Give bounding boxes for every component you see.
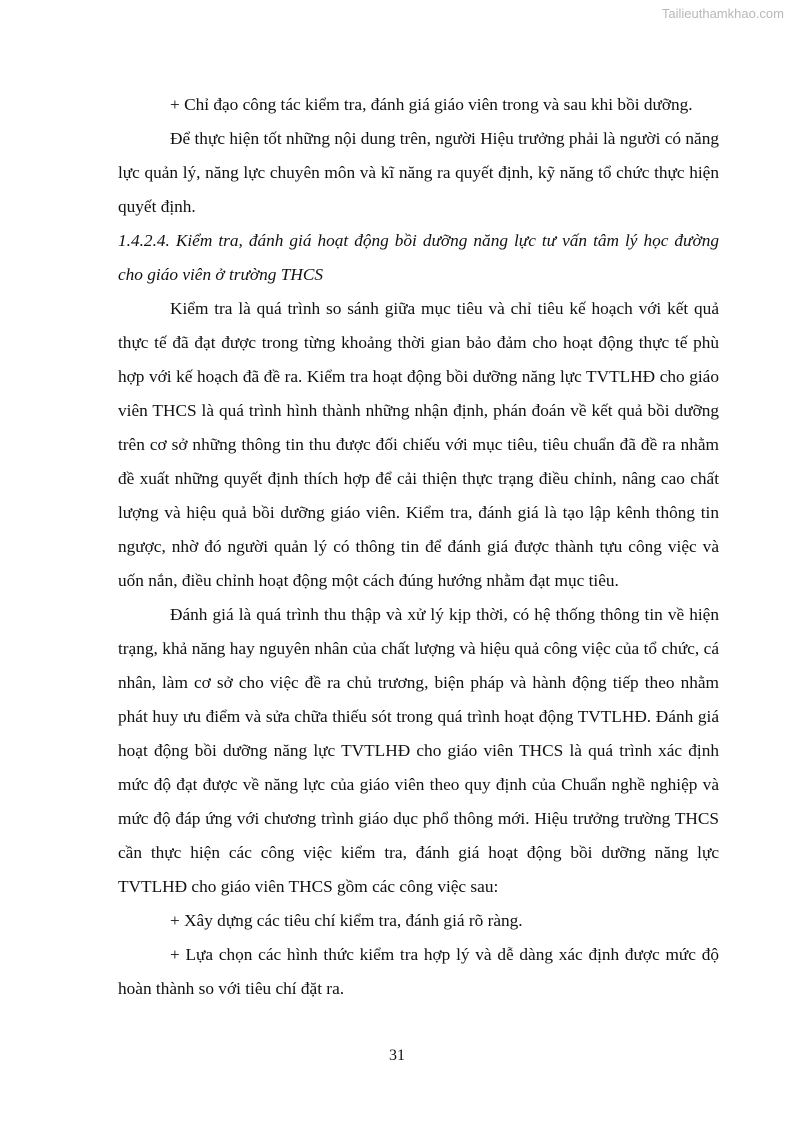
- paragraph-inspection-definition: Kiểm tra là quá trình so sánh giữa mục tiêu và chỉ tiêu kế hoạch với kết quả thực tế đã đạt được trong từng khoảng thời gian bảo đảm cho hoạt động thực tế phù hợp với kế hoạch đã đề ra. Kiểm tra hoạt động bồi dưỡng năng lực TVTLHĐ cho giáo viên THCS là quá trình hình thành những nhận định, phán đoán về kết quả bồi dưỡng trên cơ sở những thông tin thu được đối chiếu với mục tiêu, tiêu chuẩn đã đề ra nhằm đề xuất những quyết định thích hợp để cải thiện thực trạng điều chỉnh, nâng cao chất lượng và hiệu quả bồi dưỡng giáo viên. Kiểm tra, đánh giá là tạo lập kênh thông tin ngược, nhờ đó người quản lý có thông tin để đánh giá được thành tựu công việc và uốn nắn, điều chỉnh hoạt động một cách đúng hướng nhằm đạt mục tiêu.: [118, 299, 719, 590]
- paragraph-principal-competence: Để thực hiện tốt những nội dung trên, người Hiệu trưởng phải là người có năng lực quản lý, năng lực chuyên môn và kĩ năng ra quyết định, kỹ năng tổ chức thực hiện quyết định.: [118, 129, 719, 216]
- bullet-select-forms: + Lựa chọn các hình thức kiểm tra hợp lý và dễ dàng xác định được mức độ hoàn thành so với tiêu chí đặt ra.: [118, 945, 719, 998]
- paragraph-evaluation-definition: Đánh giá là quá trình thu thập và xử lý kịp thời, có hệ thống thông tin về hiện trạng, khả năng hay nguyên nhân của chất lượng và hiệu quả công việc của tổ chức, cá nhân, làm cơ sở cho việc đề ra chủ trương, biện pháp và hành động tiếp theo nhằm phát huy ưu điểm và sửa chữa thiếu sót trong quá trình hoạt động TVTLHĐ. Đánh giá hoạt động bồi dưỡng năng lực TVTLHĐ cho giáo viên THCS là quá trình xác định mức độ đạt được về năng lực của giáo viên theo quy định của Chuẩn nghề nghiệp và mức độ đáp ứng với chương trình giáo dục phổ thông mới. Hiệu trưởng trường THCS cần thực hiện các công việc kiểm tra, đánh giá hoạt động bồi dưỡng năng lực TVTLHĐ cho giáo viên THCS gồm các công việc sau:: [118, 605, 719, 896]
- bullet-direct-evaluation: + Chỉ đạo công tác kiểm tra, đánh giá giáo viên trong và sau khi bồi dưỡng.: [170, 95, 693, 114]
- watermark: Tailieuthamkhao.com: [661, 6, 784, 21]
- bullet-build-criteria: + Xây dựng các tiêu chí kiểm tra, đánh giá rõ ràng.: [170, 911, 523, 930]
- page-number: 31: [389, 1047, 405, 1064]
- page-body: [118, 88, 719, 1006]
- section-heading-1-4-2-4: 1.4.2.4. Kiểm tra, đánh giá hoạt động bồi dưỡng năng lực tư vấn tâm lý học đường cho giáo viên ở trường THCS: [118, 231, 719, 284]
